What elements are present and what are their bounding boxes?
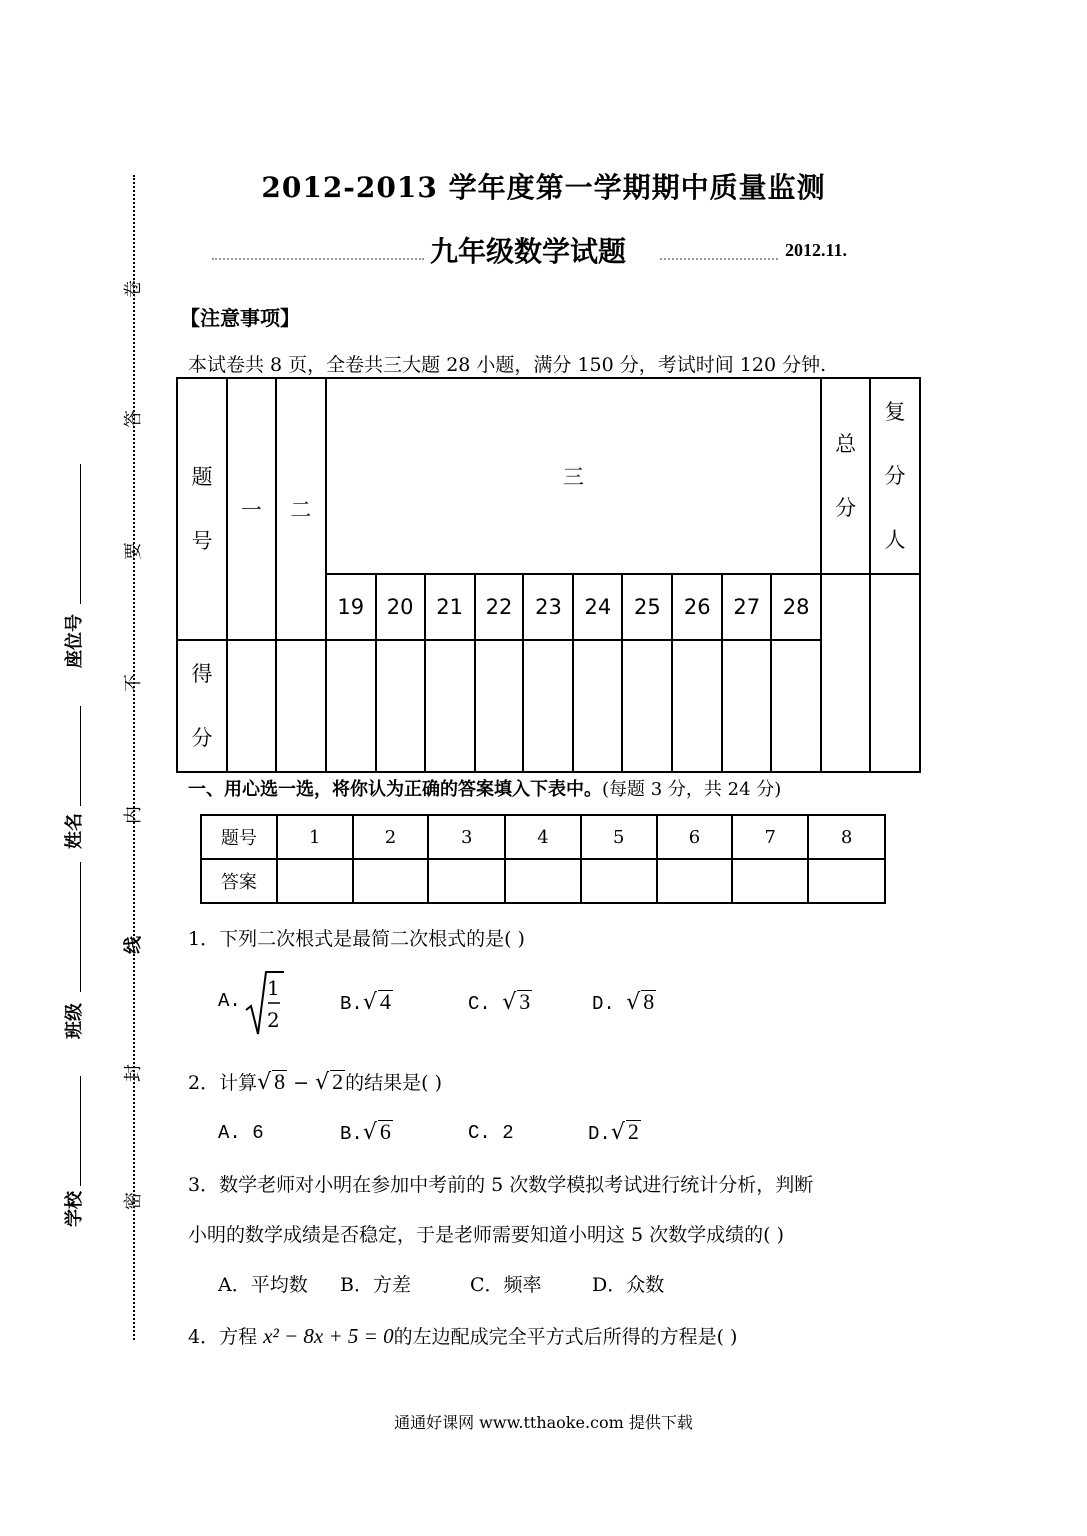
answer-cell[interactable] xyxy=(732,859,808,903)
sub-number: 20 xyxy=(376,574,425,640)
q3-option-b: B．方差 xyxy=(340,1274,411,1296)
dotted-rule-mid xyxy=(660,258,778,260)
dotted-rule-left xyxy=(212,258,424,260)
total-header: 总 分 xyxy=(821,378,870,574)
answer-number: 1 xyxy=(277,815,353,859)
name-label: 姓名 xyxy=(64,813,85,849)
score-cell[interactable] xyxy=(376,640,425,772)
answer-number: 6 xyxy=(657,815,733,859)
school-line xyxy=(80,1076,81,1186)
score-cell[interactable] xyxy=(227,640,276,772)
sub-number: 23 xyxy=(523,574,573,640)
q3-option-d: D．众数 xyxy=(592,1274,665,1296)
answer-cell[interactable] xyxy=(581,859,657,903)
q1-a-numerator: 1 xyxy=(267,976,280,1000)
answer-row-label: 题号 xyxy=(201,815,277,859)
seat-number-line xyxy=(80,464,81,604)
q2-option-a: A. 6 xyxy=(218,1122,264,1144)
question-3-line-1: 3．数学老师对小明在参加中考前的 5 次数学模拟考试进行统计分析，判断 xyxy=(188,1174,814,1196)
answer-number: 7 xyxy=(732,815,808,859)
class-line xyxy=(80,862,81,992)
score-cell[interactable] xyxy=(276,640,326,772)
q1-option-b: B.√ 4 xyxy=(340,989,391,1015)
answer-number: 4 xyxy=(505,815,581,859)
q1-option-a: A. xyxy=(218,990,241,1012)
seat-number-label: 座位号 xyxy=(64,614,85,668)
q2-option-b: B.√ 6 xyxy=(340,1119,391,1145)
reviewer-cell[interactable] xyxy=(870,574,920,772)
q3-option-c: C．频率 xyxy=(470,1274,542,1296)
answer-cell[interactable] xyxy=(657,859,733,903)
question-2: 2．计算√ 8 − √ 2 的结果是( ) xyxy=(188,1069,443,1095)
question-1: 1．下列二次根式是最简二次根式的是( ) xyxy=(188,928,525,950)
page-footer: 通通好课网 www.tthaoke.com 提供下载 xyxy=(394,1413,693,1432)
notice-text: 本试卷共 8 页，全卷共三大题 28 小题，满分 150 分，考试时间 120 分钟. xyxy=(188,354,827,376)
answer-cell[interactable] xyxy=(808,859,885,903)
class-label: 班级 xyxy=(64,1003,85,1039)
q1-option-c: C. √ 3 xyxy=(468,989,531,1015)
answer-number: 5 xyxy=(581,815,657,859)
score-cell[interactable] xyxy=(523,640,573,772)
seal-char-4: 不 xyxy=(123,674,144,692)
seal-char-8: 密 xyxy=(123,1192,144,1210)
section-one-heading: 一、用心选一选，将你认为正确的答案填入下表中。(每题 3 分，共 24 分) xyxy=(188,779,782,800)
score-cell[interactable] xyxy=(672,640,722,772)
score-cell[interactable] xyxy=(326,640,376,772)
answer-cell[interactable] xyxy=(353,859,429,903)
score-cell[interactable] xyxy=(722,640,771,772)
q1-a-denominator: 2 xyxy=(267,1008,280,1032)
sub-number: 22 xyxy=(475,574,524,640)
part-two-header: 二 xyxy=(276,378,326,640)
sub-number: 26 xyxy=(672,574,722,640)
score-row-header: 得 分 xyxy=(177,640,227,772)
reviewer-header: 复 分 人 xyxy=(870,378,920,574)
score-cell[interactable] xyxy=(771,640,821,772)
sub-number: 28 xyxy=(771,574,821,640)
seal-char-7: 封 xyxy=(123,1064,144,1082)
score-cell[interactable] xyxy=(622,640,672,772)
question-4: 4．方程 x² − 8x + 5 = 0的左边配成完全平方式后所得的方程是( ) xyxy=(188,1324,738,1348)
answer-number: 3 xyxy=(428,815,505,859)
notice-heading: 【注意事项】 xyxy=(180,306,300,330)
sub-number: 19 xyxy=(326,574,376,640)
q2-option-d: D.√ 2 xyxy=(588,1119,639,1145)
score-cell[interactable] xyxy=(425,640,475,772)
binding-dotted-line xyxy=(133,175,135,1340)
answer-cell[interactable] xyxy=(277,859,353,903)
exam-date: 2012.11. xyxy=(785,240,848,260)
seal-char-1: 卷 xyxy=(123,280,144,298)
question-number-header: 题 号 xyxy=(177,378,227,640)
answer-row-label: 答案 xyxy=(201,859,277,903)
score-table xyxy=(176,377,921,773)
school-label: 学校 xyxy=(64,1191,85,1227)
seal-char-6: 线 xyxy=(123,936,144,954)
question-3-line-2: 小明的数学成绩是否稳定，于是老师需要知道小明这 5 次数学成绩的( ) xyxy=(188,1224,785,1246)
score-cell[interactable] xyxy=(573,640,622,772)
q1-option-d: D. √ 8 xyxy=(592,989,655,1015)
part-three-header: 三 xyxy=(326,378,821,574)
answer-number: 8 xyxy=(808,815,885,859)
part-one-header: 一 xyxy=(227,378,276,640)
exam-title: 2012-2013 学年度第一学期期中质量监测 xyxy=(261,171,826,204)
sub-number: 27 xyxy=(722,574,771,640)
q1-option-a-radical xyxy=(244,970,284,1036)
q2-option-c: C. 2 xyxy=(468,1122,514,1144)
total-score-cell[interactable] xyxy=(821,574,870,772)
answer-table xyxy=(200,814,886,904)
score-cell[interactable] xyxy=(475,640,524,772)
seal-char-2: 答 xyxy=(123,410,144,428)
answer-cell[interactable] xyxy=(428,859,505,903)
seal-char-5: 内 xyxy=(123,806,144,824)
seal-char-3: 要 xyxy=(123,542,144,560)
sub-number: 21 xyxy=(425,574,475,640)
answer-number: 2 xyxy=(353,815,429,859)
name-line xyxy=(80,706,81,806)
sub-number: 25 xyxy=(622,574,672,640)
sub-number: 24 xyxy=(573,574,622,640)
exam-subtitle: 九年级数学试题 xyxy=(430,235,627,268)
q3-option-a: A．平均数 xyxy=(218,1274,308,1296)
answer-cell[interactable] xyxy=(505,859,581,903)
